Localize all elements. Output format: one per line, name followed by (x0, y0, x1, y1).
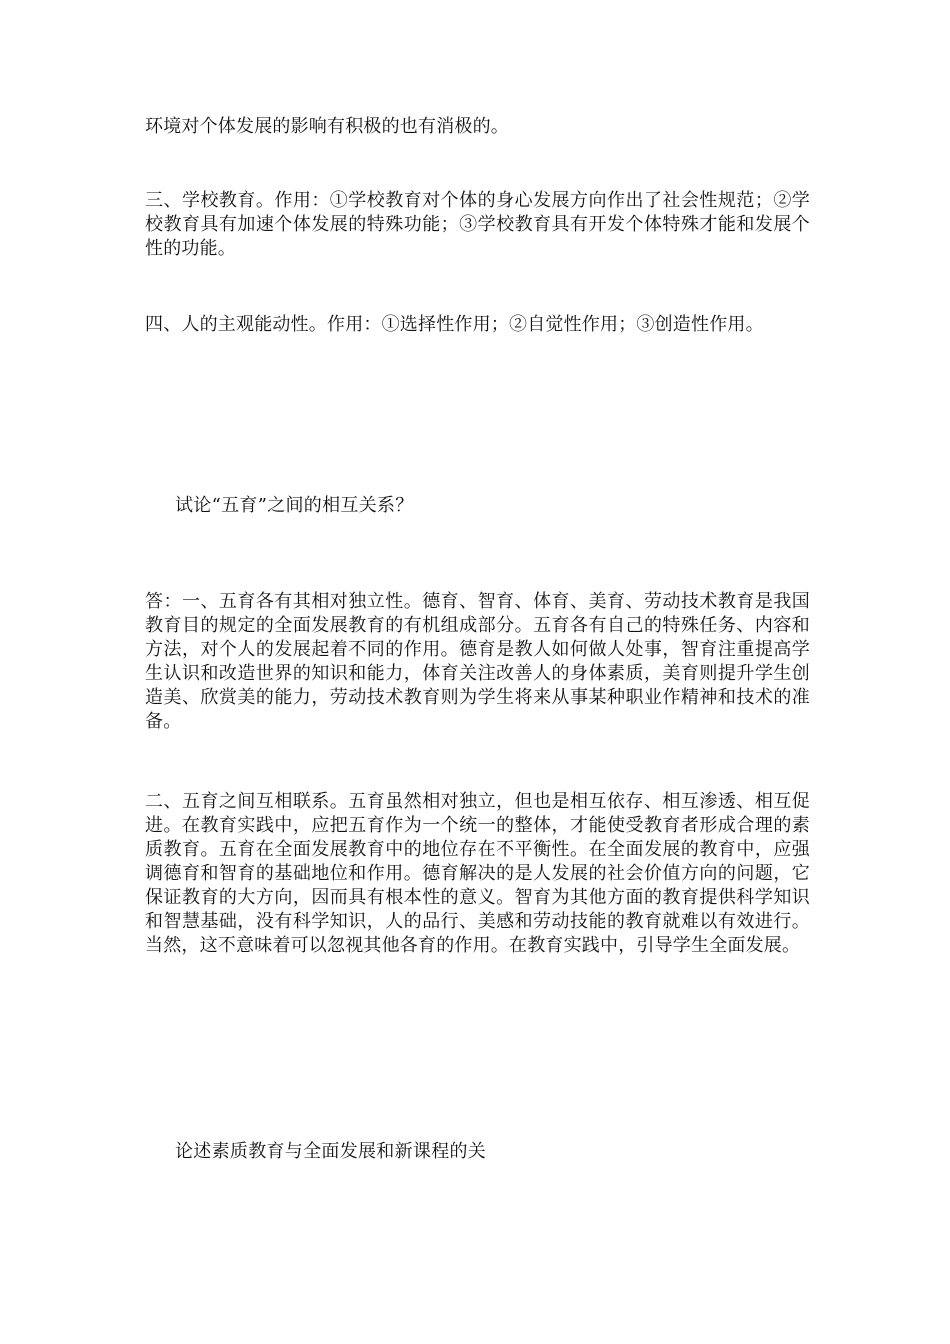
paragraph-environment: 环境对个体发展的影响有积极的也有消极的。 (145, 116, 509, 137)
question-quality-education: 论述素质教育与全面发展和新课程的关 (175, 1141, 487, 1162)
paragraph-subjective-initiative: 四、人的主观能动性。作用：①选择性作用；②自觉性作用；③创造性作用。 (145, 314, 764, 335)
paragraph-school-education: 三、学校教育。作用：①学校教育对个体的身心发展方向作出了社会性规范；②学校教育具有加速个体发展的特殊功能；③学校教育具有开发个体特殊才能和发展个性的功能。 (145, 190, 810, 259)
answer-paragraph-interrelation: 二、五育之间互相联系。五育虽然相对独立，但也是相互依存、相互渗透、相互促进。在教育实践中，应把五育作为一个统一的整体，才能使受教育者形成合理的素质教育。五育在全面发展教育中的地位存在不平衡性。在全面发展的教育中，应强调德育和智育的基础地位和作用。德育解决的是人发展的社会价值方向的问题，它保证教育的大方向，因而具有根本性的意义。智育为其他方面的教育提供科学知识和智慧基础，没有科学知识，人的品行、美感和劳动技能的教育就难以有效进行。当然，这不意味着可以忽视其他各育的作用。在教育实践中，引导学生全面发展。 (145, 791, 810, 956)
question-five-educations: 试论“五育”之间的相互关系？ (175, 495, 414, 516)
answer-paragraph-independence: 答：一、五育各有其相对独立性。德育、智育、体育、美育、劳动技术教育是我国教育目的规定的全面发展教育的有机组成部分。五育各有自己的特殊任务、内容和方法，对个人的发展起着不同的作用。德育是教人如何做人处事，智育注重提高学生认识和改造世界的知识和能力，体育关注改善人的身体素质，美育则提升学生创造美、欣赏美的能力，劳动技术教育则为学生将来从事某种职业作精神和技术的准备。 (145, 591, 810, 732)
